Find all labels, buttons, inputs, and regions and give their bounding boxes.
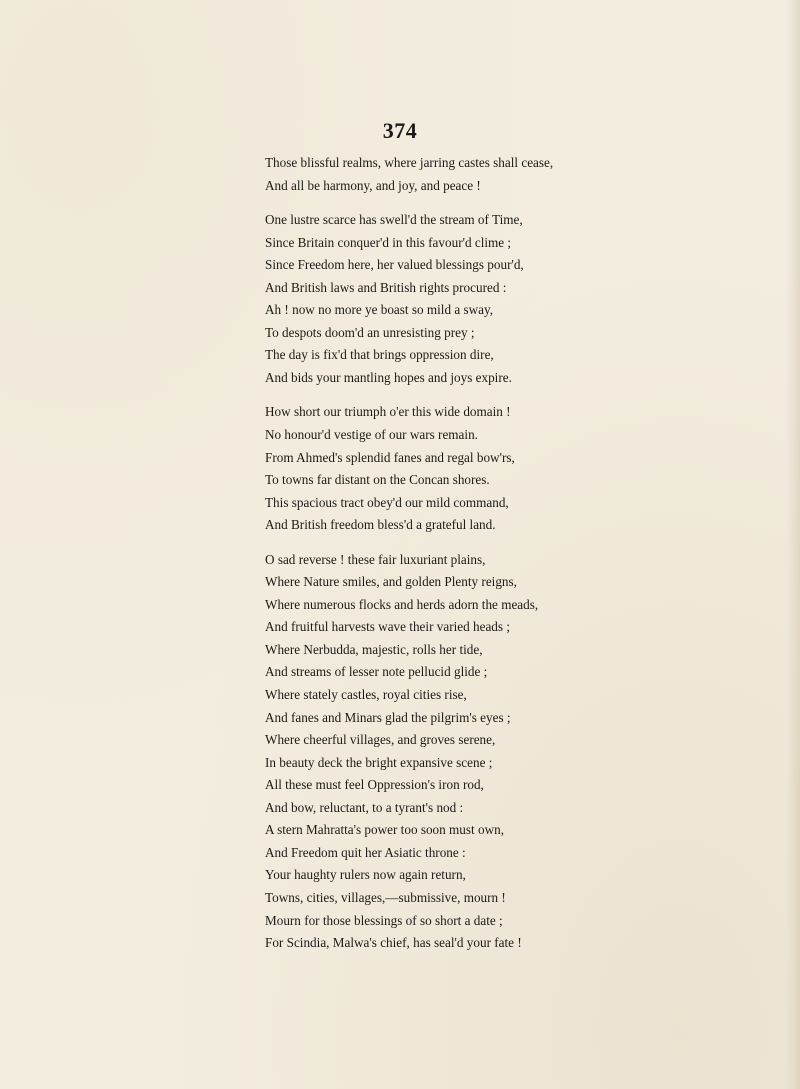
- stanza-3: [265, 401, 780, 536]
- poem-line: And bids your mantling hopes and joys expire.: [265, 369, 512, 385]
- poem-line: To despots doom'd an unresisting prey ;: [265, 324, 475, 340]
- poem-line: And British laws and British rights procured :: [265, 279, 507, 295]
- poem-line: Where cheerful villages, and groves serene,: [265, 732, 496, 748]
- poem-line: In beauty deck the bright expansive scene ;: [265, 754, 493, 770]
- poem-line: Since Freedom here, her valued blessings pour'd,: [265, 257, 524, 273]
- poem-line: Ah ! now no more ye boast so mild a sway,: [265, 302, 494, 318]
- poem-line: Your haughty rulers now again return,: [265, 867, 466, 883]
- poem-line: Mourn for those blessings of so short a date ;: [265, 912, 503, 928]
- poem-line: And Freedom quit her Asiatic throne :: [265, 844, 466, 860]
- stanza-4: [265, 549, 780, 955]
- poem-line: Where Nature smiles, and golden Plenty reigns,: [265, 574, 517, 590]
- stanza-1: [265, 152, 780, 197]
- poem-line: For Scindia, Malwa's chief, has seal'd your fate !: [265, 935, 522, 951]
- poem-line: This spacious tract obey'd our mild command,: [265, 494, 509, 510]
- page-number: 374: [382, 118, 418, 143]
- poem-line: From Ahmed's splendid fanes and regal bow'rs,: [265, 449, 515, 465]
- poem-line: O sad reverse ! these fair luxuriant plains,: [265, 551, 486, 567]
- poem-line: Towns, cities, villages,—submissive, mourn !: [265, 889, 506, 905]
- poem-line: A stern Mahratta's power too soon must own,: [265, 822, 504, 838]
- poem-line: And British freedom bless'd a grateful land.: [265, 517, 496, 533]
- poem-line: Where stately castles, royal cities rise,: [265, 687, 467, 703]
- stanza-2: [265, 209, 780, 389]
- poem-line: Those blissful realms, where jarring castes shall cease,: [265, 155, 554, 170]
- poem-line: One lustre scarce has swell'd the stream of Time,: [265, 212, 523, 228]
- poem-line: And fanes and Minars glad the pilgrim's eyes ;: [265, 709, 511, 725]
- poem-line: And all be harmony, and joy, and peace !: [265, 177, 481, 193]
- poem-line: And fruitful harvests wave their varied heads ;: [265, 619, 510, 635]
- poem-line: No honour'd vestige of our wars remain.: [265, 427, 478, 443]
- poem-line: How short our triumph o'er this wide domain !: [265, 404, 511, 420]
- poem-line: Where numerous flocks and herds adorn the meads,: [265, 596, 539, 612]
- poem-line: Where Nerbudda, majestic, rolls her tide,: [265, 641, 483, 657]
- poem-line: And streams of lesser note pellucid glide ;: [265, 664, 488, 680]
- poem-line: To towns far distant on the Concan shores.: [265, 472, 490, 488]
- poem-line: The day is fix'd that brings oppression dire,: [265, 347, 494, 363]
- poem-text: [265, 152, 780, 955]
- poem-line: All these must feel Oppression's iron rod,: [265, 777, 484, 793]
- poem-line: And bow, reluctant, to a tyrant's nod :: [265, 799, 464, 815]
- page-edge-shadow: [786, 0, 800, 1089]
- poem-line: Since Britain conquer'd in this favour'd clime ;: [265, 234, 512, 250]
